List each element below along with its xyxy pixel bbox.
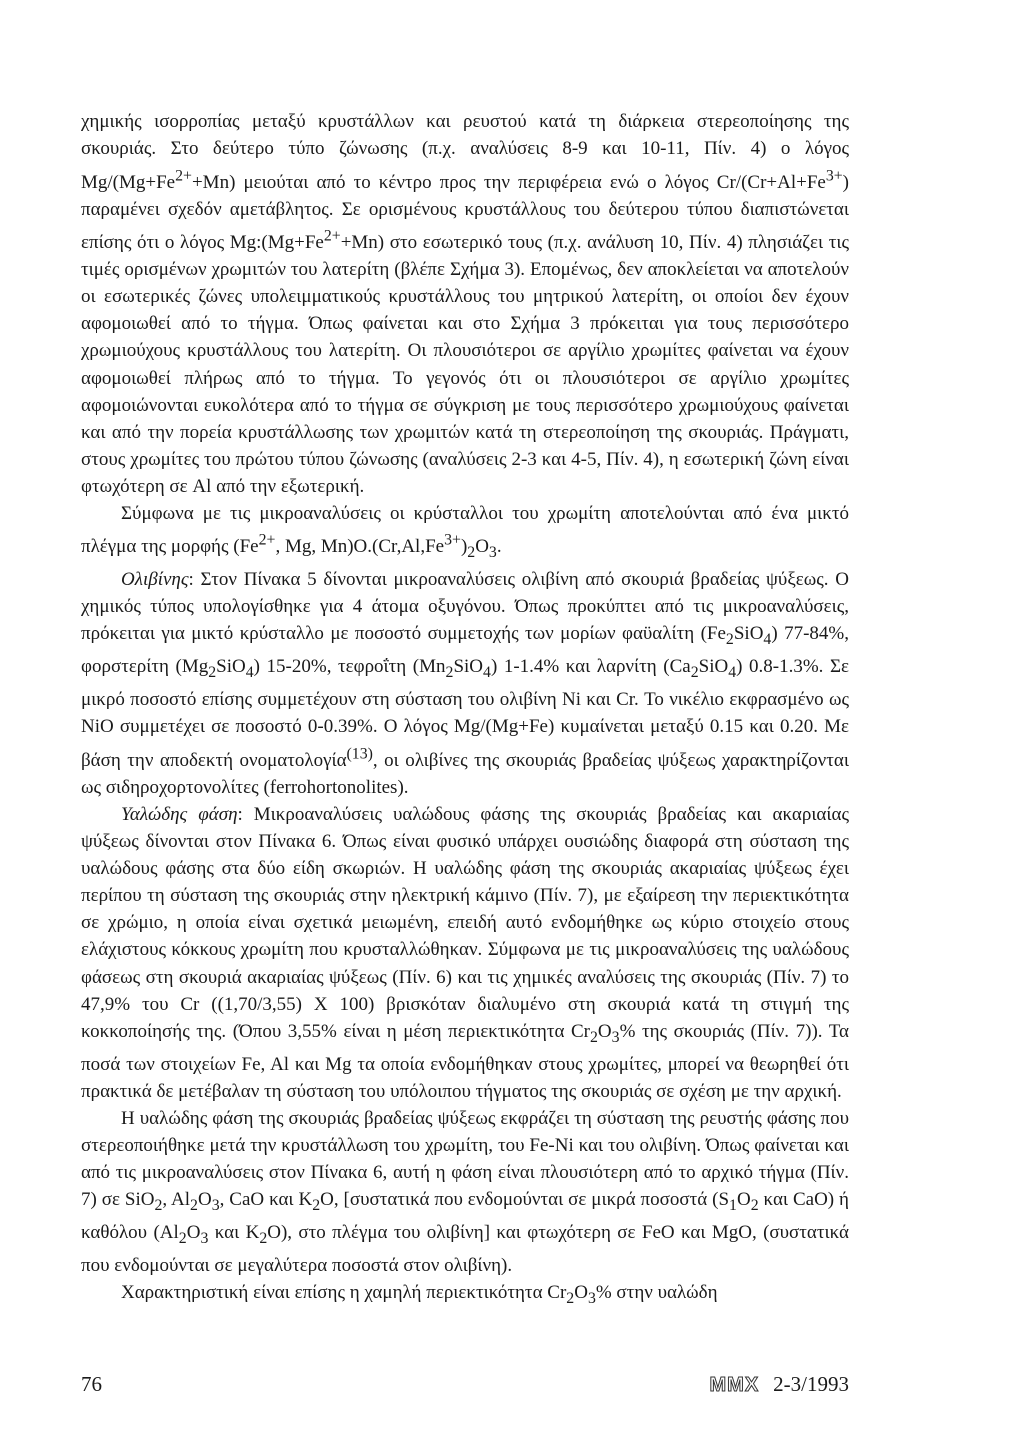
section-heading-olivine: Ολιβίνης xyxy=(121,569,189,591)
paragraph-text: : Μικροαναλύσεις υαλώδους φάσης της σκουριάς βραδείας και ακαριαίας ψύξεως δίνονται στον Πίνακα 6. Όπως είναι φυσικό υπάρχει ουσιώδης διαφορά στη σύσταση της υαλώδους φάσης στα δύο είδη σκωριών. Η υαλώδης φάση της σκουριάς ακαριαίας ψύξεως έχει περίπου τη σύσταση της σκουριάς στην ηλεκτρική κάμινο (Πίν. 7), με εξαίρεση την περιεκτικότητα σε χρώμιο, η οποία είναι σχετικά μειωμένη, επειδή αυτό ενδομήθηκε ως κύριο στοιχείο στους ελάχιστους κόκκους χρωμίτη που κρυσταλλώθηκαν. Σύμφωνα με τις μικροαναλύσεις της υαλώδους φάσεως στη σκουριά ακαριαίας ψύξεως (Πίν. 6) και τις χημικές αναλύσεις της σκουριάς (Πίν. 7) το 47,9% του Cr ((1,70/3,55) X 100) βρισκόταν διαλυμένο στη σκουριά κατά τη στιγμή της κοκκοποίησής της. (Όπου 3,55% είναι η μέση περιεκτικότητα $Cr_2O_3\%$ της σκουριάς (Πίν. 7)). Τα ποσά των στοιχείων Fe, Al και Mg τα οποία ενδομήθηκαν στους χρωμίτες, μπορεί να θεωρηθεί ότι πρακτικά δε μετέβαλαν τη σύσταση του υπόλοιπου τήγματος της σκουριάς σε σχέση με την αρχική. xyxy=(81,803,849,1102)
page-footer xyxy=(81,1372,849,1402)
paragraph-text: χημικής ισορροπίας μεταξύ κρυστάλλων και ρευστού κατά τη διάρκεια στερεοποίησης της σκουριάς. Στο δεύτερο τύπο ζώνωσης (π.χ. αναλύσεις 8-9 και 10-11, Πίν. 4) ο λόγος $Mg/(Mg+Fe^{2+}+Mn)$ μειούται από το κέντρο προς την περιφέρεια ενώ ο λόγος $Cr/(Cr+Al+Fe^{3+})$ παραμένει σχεδόν αμετάβλητος. Σε ορισμένους κρυστάλλους του δεύτερου τύπου διαπιστώνεται επίσης ότι ο λόγος $Mg:(Mg+Fe^{2+}+Mn)$ στο εσωτερικό τους (π.χ. ανάλυση 10, Πίν. 4) πλησιάζει τις τιμές ορισμένων χρωμιτών του λατερίτη (βλέπε Σχήμα 3). Επομένως, δεν αποκλείεται να αποτελούν οι εσωτερικές ζώνες υπολειμματικούς κρυστάλλους του μητρικού λατερίτη, οι οποίοι δεν έχουν αφομοιωθεί από το τήγμα. Όπως φαίνεται και στο Σχήμα 3 πρόκειται για τους περισσότερο χρωμιούχους κρυστάλλους του λατερίτη. Οι πλουσιότεροι σε αργίλιο χρωμίτες φαίνεται να έχουν αφομοιωθεί πλήρως από το τήγμα. Το γεγονός ότι οι πλουσιότεροι σε αργίλιο χρωμίτες αφομοιώνονται ευκολότερα από το τήγμα σε σύγκριση με τους περισσότερο χρωμιούχους φαίνεται και από την πορεία κρυστάλλωσης των χρωμιτών κατά τη στερεοποίηση της σκουριάς. Πράγματι, στους χρωμίτες του πρώτου τύπου ζώνωσης (αναλύσεις 2-3 και 4-5, Πίν. 4), η εσωτερική ζώνη είναι φτωχότερη σε Al από την εξωτερική. xyxy=(81,111,849,497)
paragraph-text: Χαρακτηριστική είναι επίσης η χαμηλή περιεκτικότητα $Cr_2O_3\%$ στην υαλώδη xyxy=(121,1281,718,1307)
page-body xyxy=(81,108,849,1312)
paragraph-2 xyxy=(81,500,849,566)
issue-number: 2-3/1993 xyxy=(773,1372,849,1396)
journal-issue xyxy=(710,1372,850,1397)
page-number: 76 xyxy=(81,1372,102,1396)
paragraph-1 xyxy=(81,108,849,500)
paragraph-glass-phase xyxy=(81,801,849,1105)
paragraph-5 xyxy=(81,1105,849,1279)
journal-logo: MMX xyxy=(709,1374,760,1396)
paragraph-olivine xyxy=(81,566,849,801)
paragraph-text: : Στον Πίνακα 5 δίνονται μικροαναλύσεις ολιβίνη από σκουριά βραδείας ψύξεως. Ο χημικός τύπος υπολογίσθηκε για 4 άτομα οξυγόνου. Όπως προκύπτει από τις μικροαναλύσεις, πρόκειται για μικτό κρύσταλλο με ποσοστό συμμετοχής των μορίων φαϋαλίτη $(Fe_2SiO_4)$ 77-84%, φορστερίτη $(Mg_2SiO_4)$ 15-20%, τεφροΐτη $(Mn_2SiO_4)$ 1-1.4% και λαρνίτη $(Ca_2SiO_4)$ 0.8-1.3%. Σε μικρό ποσοστό επίσης συμμετέχουν στη σύσταση του ολιβίνη Ni και Cr. Το νικέλιο εκφρασμένο ως NiO συμμετέχει σε ποσοστό 0-0.39%. Ο λόγος Mg/(Mg+Fe) κυμαίνεται μεταξύ 0.15 και 0.20. Με βάση την αποδεκτή ονοματολογία$^{(13)}$, οι ολιβίνες της σκουριάς βραδείας ψύξεως χαρακτηρίζονται ως σιδηροχορτονολίτες (ferrohortonolites). xyxy=(81,569,850,798)
paragraph-6 xyxy=(81,1279,849,1312)
section-heading-glass-phase: Υαλώδης φάση xyxy=(121,803,238,825)
paragraph-text: Σύμφωνα με τις μικροαναλύσεις οι κρύσταλλοι του χρωμίτη αποτελούνται από ένα μικτό πλέγμα της μορφής ($Fe^{2+}$, Mg, $Mn)O.(Cr,Al,Fe^{3+})_2O_3$. xyxy=(81,502,849,562)
paragraph-text: Η υαλώδης φάση της σκουριάς βραδείας ψύξεως εκφράζει τη σύσταση της ρευστής φάσης που στερεοποιήθηκε μετά την κρυστάλλωση του χρωμίτη, του Fe-Ni και του ολιβίνη. Όπως φαίνεται και από τις μικροαναλύσεις στον Πίνακα 6, αυτή η φάση είναι πλουσιότερη από το αρχικό τήγμα (Πίν. 7) σε SiO$_2$, $Al_2O_3$, CaO και $K_2O$, [συστατικά που ενδομούνται σε μικρά ποσοστά ($S_1O_2$ και CaO) ή καθόλου ($Al_2O_3$ και $K_2O$), στο πλέγμα του ολιβίνη] και φτωχότερη σε FeO και MgO, (συστατικά που ενδομούνται σε μεγαλύτερα ποσοστά στον ολιβίνη). xyxy=(81,1107,849,1276)
